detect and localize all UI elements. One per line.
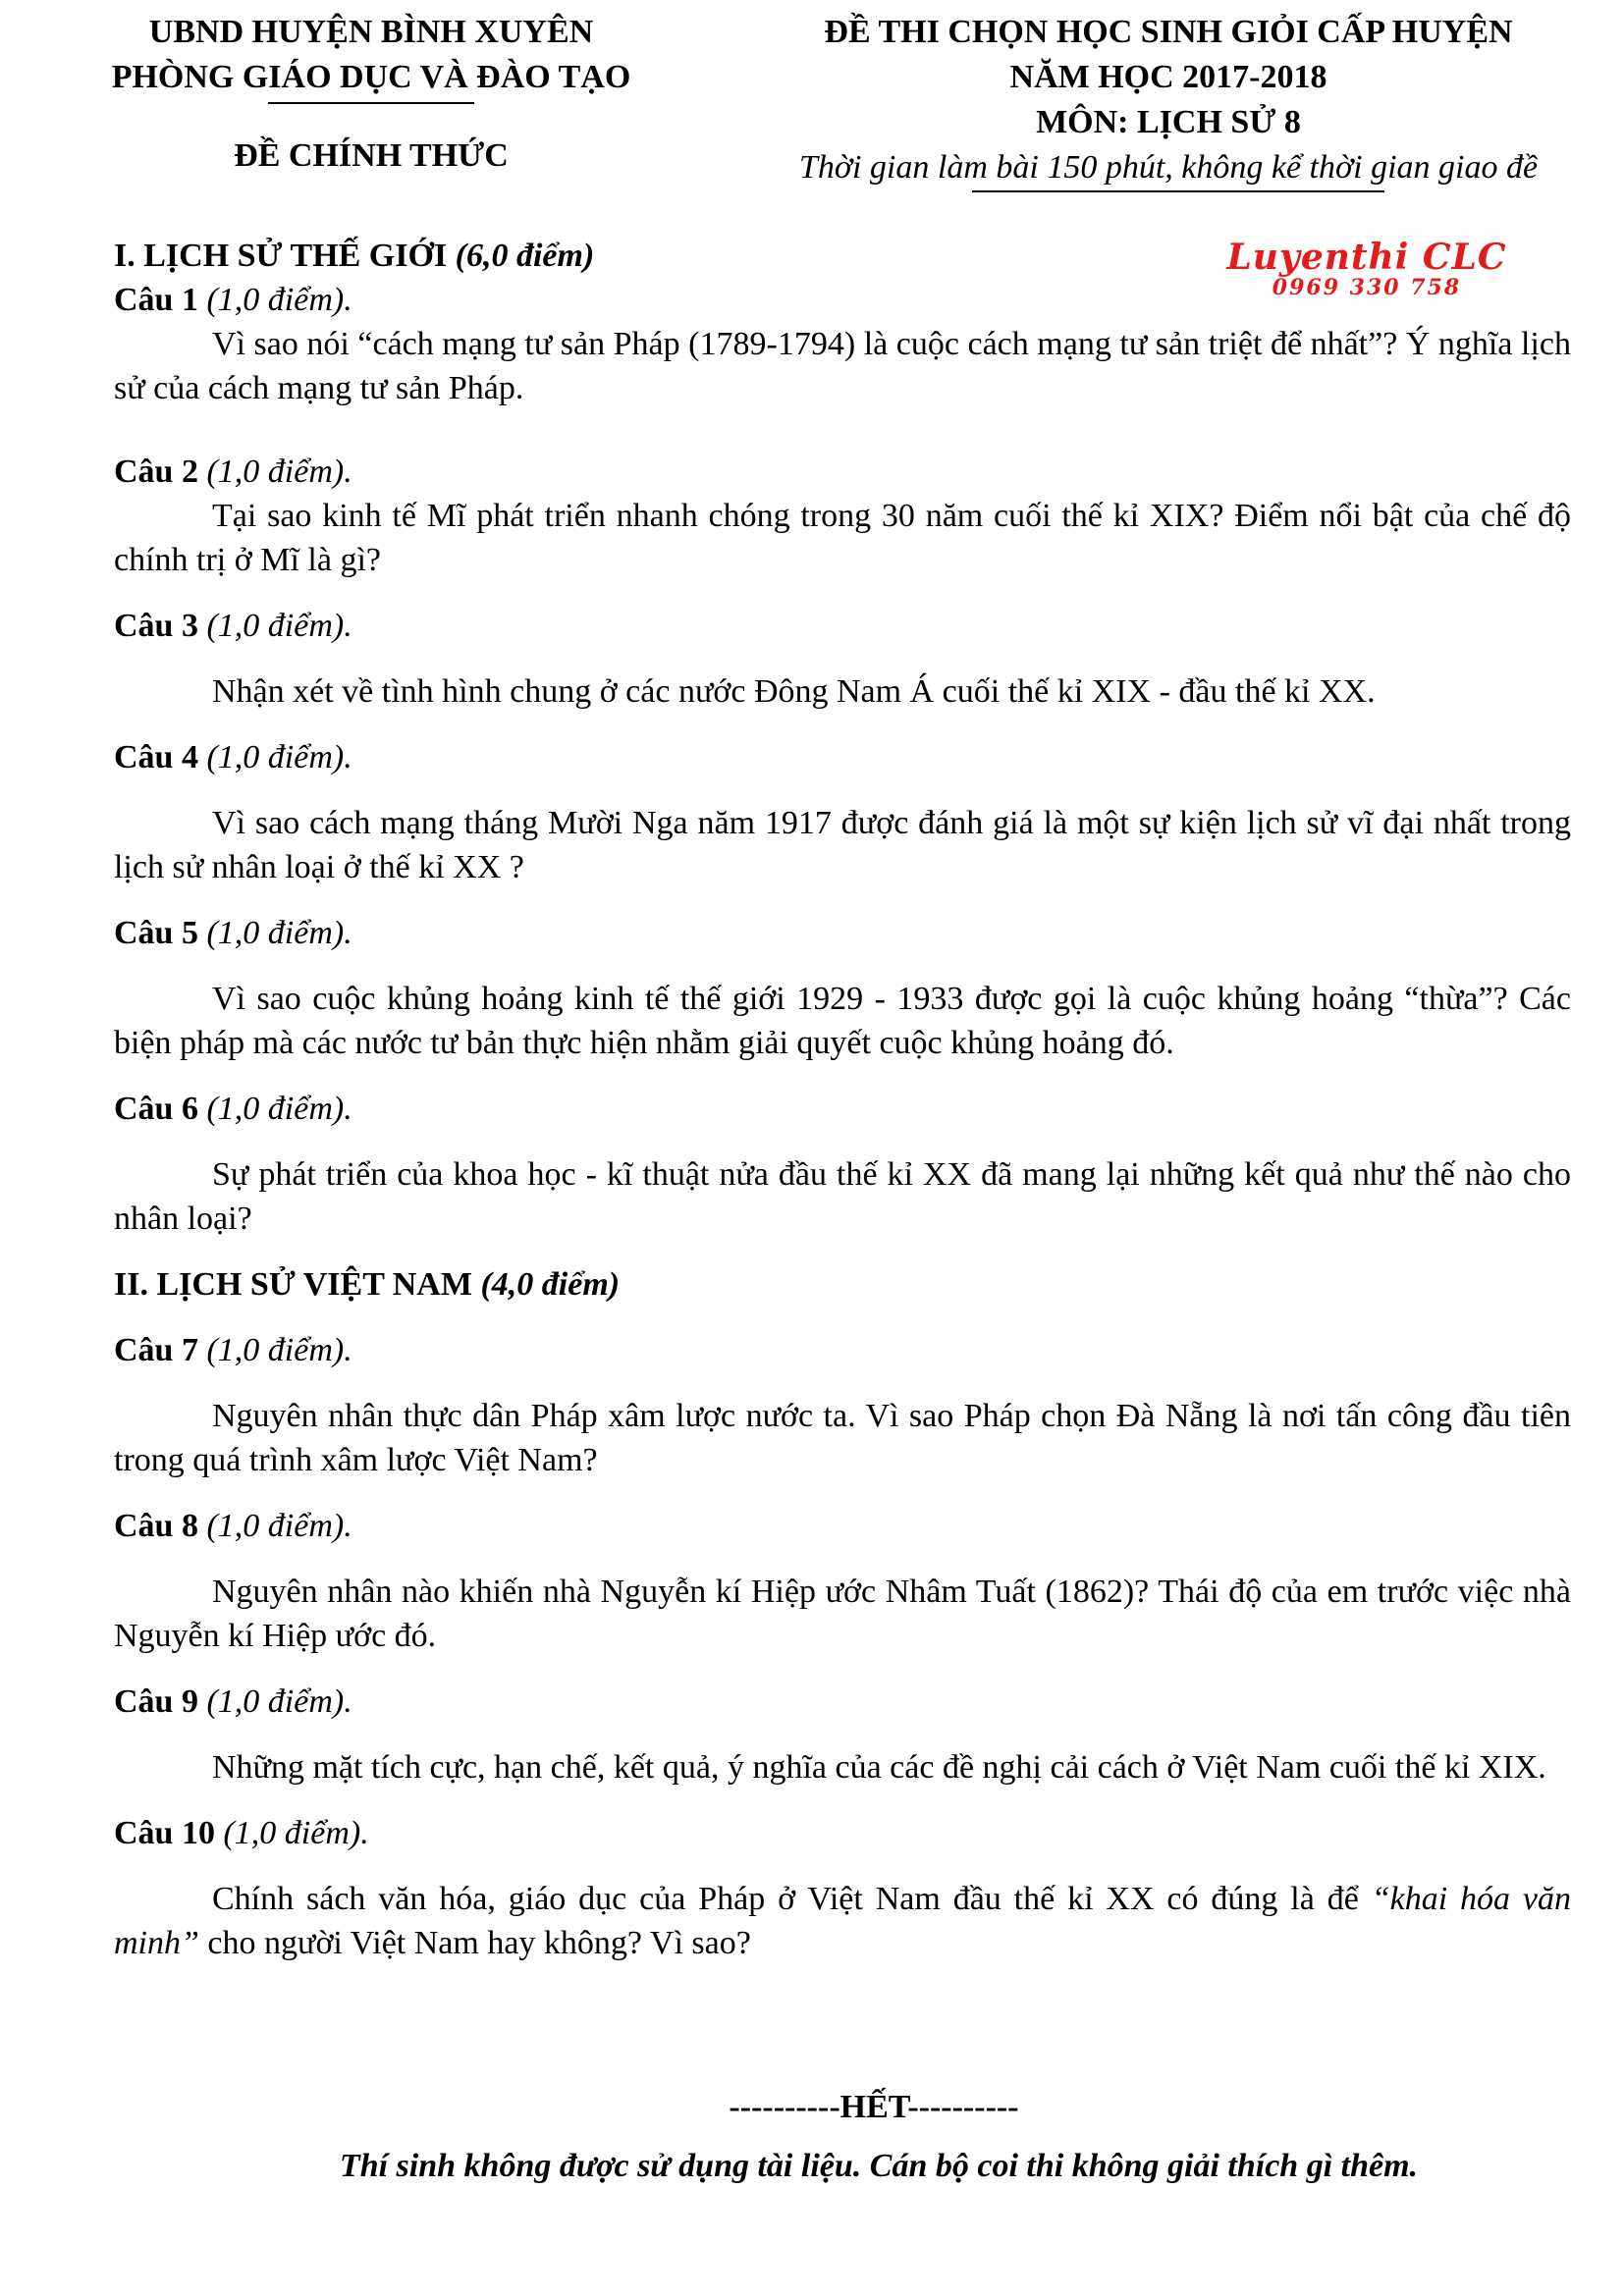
question-text: Chính sách văn hóa, giáo dục của Pháp ở Việt Nam đầu thế kỉ XX có đúng là để “khai hóa văn minh” cho người Việt Nam hay không? Vì sao?	[114, 1881, 1571, 1961]
question-text: Nhận xét về tình hình chung ở các nước Đông Nam Á cuối thế kỉ XIX - đầu thế kỉ XX.	[212, 673, 1376, 710]
time-underline	[972, 190, 1384, 192]
question-text: Sự phát triển của khoa học - kĩ thuật nửa đầu thế kỉ XX đã mang lại những kết quả như thế nào cho nhân loại?	[114, 1156, 1571, 1237]
logo-phone: 0969 330 758	[1272, 275, 1462, 300]
question-heading: Câu 7 (1,0 điểm).	[114, 1332, 352, 1368]
section-title: I. LỊCH SỬ THẾ GIỚI (6,0 điểm)	[114, 238, 595, 274]
time-limit: Thời gian làm bài 150 phút, không kể thời gian giao đề	[798, 149, 1539, 186]
department-name: PHÒNG GIÁO DỤC VÀ ĐÀO TẠO	[111, 59, 631, 95]
question-heading: Câu 1 (1,0 điểm).	[114, 282, 352, 318]
end-marker: ----------HẾT----------	[729, 2089, 1019, 2125]
official-label: ĐỀ CHÍNH THỨC	[234, 137, 509, 174]
question-heading: Câu 6 (1,0 điểm).	[114, 1091, 352, 1127]
question-text: Nguyên nhân thực dân Pháp xâm lược nước ta. Vì sao Pháp chọn Đà Nẵng là nơi tấn công đầu tiên trong quá trình xâm lược Việt Nam?	[114, 1398, 1571, 1478]
logo-brand: Luyenthi CLC	[1226, 237, 1507, 278]
question-heading: Câu 9 (1,0 điểm).	[114, 1683, 352, 1720]
subject: MÔN: LỊCH SỬ 8	[1036, 104, 1301, 140]
exam-title: ĐỀ THI CHỌN HỌC SINH GIỎI CẤP HUYỆN	[824, 14, 1513, 50]
header-left	[96, 10, 646, 179]
header-right	[746, 10, 1591, 192]
exam-content	[114, 234, 1571, 1965]
question-heading: Câu 2 (1,0 điểm).	[114, 454, 352, 490]
question-heading: Câu 5 (1,0 điểm).	[114, 915, 352, 951]
school-year: NĂM HỌC 2017-2018	[1009, 59, 1327, 95]
question-text: Vì sao cách mạng tháng Mười Nga năm 1917 được đánh giá là một sự kiện lịch sử vĩ đại nhất trong lịch sử nhân loại ở thế kỉ XX ?	[114, 805, 1571, 885]
question-text: Vì sao nói “cách mạng tư sản Pháp (1789-1794) là cuộc cách mạng tư sản triệt để nhất”? Ý nghĩa lịch sử của cách mạng tư sản Pháp.	[114, 326, 1571, 406]
section-title: II. LỊCH SỬ VIỆT NAM (4,0 điểm)	[114, 1266, 621, 1303]
question-heading: Câu 8 (1,0 điểm).	[114, 1508, 352, 1544]
question-heading: Câu 4 (1,0 điểm).	[114, 739, 352, 775]
question-heading: Câu 3 (1,0 điểm).	[114, 608, 352, 644]
question-text: Những mặt tích cực, hạn chế, kết quả, ý nghĩa của các đề nghị cải cách ở Việt Nam cuối thế kỉ XIX.	[212, 1749, 1546, 1786]
exam-note: Thí sinh không được sử dụng tài liệu. Cán bộ coi thi không giải thích gì thêm.	[339, 2148, 1419, 2184]
question-text: Vì sao cuộc khủng hoảng kinh tế thế giới 1929 - 1933 được gọi là cuộc khủng hoảng “thừa”? Các biện pháp mà các nước tư bản thực hiện nhằm giải quyết cuộc khủng hoảng đó.	[114, 981, 1571, 1061]
question-heading: Câu 10 (1,0 điểm).	[114, 1815, 369, 1851]
question-text: Nguyên nhân nào khiến nhà Nguyễn kí Hiệp ước Nhâm Tuất (1862)? Thái độ của em trước việc nhà Nguyễn kí Hiệp ước đó.	[114, 1574, 1571, 1654]
question-text: Tại sao kinh tế Mĩ phát triển nhanh chóng trong 30 năm cuối thế kỉ XIX? Điểm nổi bật của chế độ chính trị ở Mĩ là gì?	[114, 498, 1571, 578]
district-name: UBND HUYỆN BÌNH XUYÊN	[148, 14, 594, 50]
header-divider	[268, 102, 474, 104]
